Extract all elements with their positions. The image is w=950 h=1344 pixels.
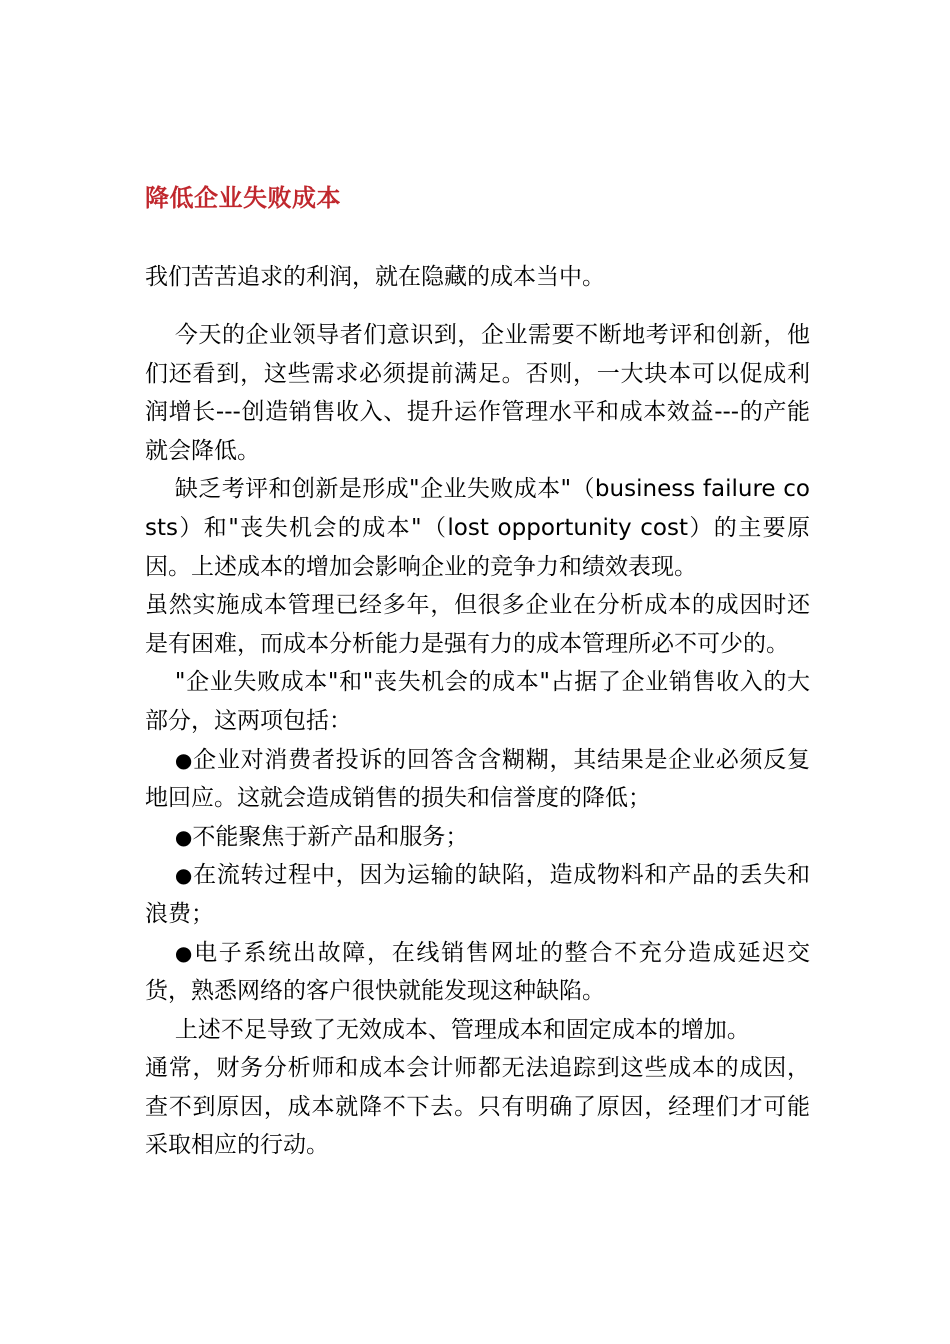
- bullet-item-electronic: [145, 934, 810, 1011]
- paragraph-failure-costs: 缺乏考评和创新是形成"企业失败成本"（business failure costs）和"丧失机会的成本"（lost opportunity cost）的主要原因。上述成本的增加会影响企业的竞争力和绩效表现。: [145, 476, 810, 580]
- document-body: [145, 316, 810, 1165]
- bullet-text: 在流转过程中，因为运输的缺陷，造成物料和产品的丢失和浪费；: [145, 862, 811, 927]
- bullet-text: 企业对消费者投诉的回答含含糊糊，其结果是企业必须反复地回应。这就会造成销售的损失和信誉度的降低；: [145, 746, 811, 812]
- document-title: 降低企业失败成本: [145, 184, 341, 212]
- paragraph-innovation: 今天的企业领导者们意识到，企业需要不断地考评和创新，他们还看到，这些需求必须提前满足。否则，一大块本可以促成利润增长---创造销售收入、提升运作管理水平和成本效益---的产能就会降低。: [145, 322, 810, 464]
- bullet-item-complaints: [145, 741, 810, 818]
- bullet-icon: ●: [174, 863, 194, 888]
- bullet-item-focus: [145, 818, 810, 857]
- lead-sentence: 我们苦苦追求的利润，就在隐藏的成本当中。: [145, 264, 605, 290]
- bullet-text: 电子系统出故障，在线销售网址的整合不充分造成延迟交货，熟悉网络的客户很快就能发现这种缺陷。: [145, 939, 811, 1005]
- paragraph-consequences: 上述不足导致了无效成本、管理成本和固定成本的增加。: [174, 1016, 750, 1043]
- paragraph-conclusion: 通常，财务分析师和成本会计师都无法追踪到这些成本的成因，查不到原因，成本就降不下去。只有明确了原因，经理们才可能采取相应的行动。: [145, 1055, 810, 1159]
- paragraph-cost-analysis: 虽然实施成本管理已经多年，但很多企业在分析成本的成因时还是有困难，而成本分析能力是强有力的成本管理所必不可少的。: [145, 592, 810, 657]
- paragraph-cost-items: "企业失败成本"和"丧失机会的成本"占据了企业销售收入的大部分，这两项包括：: [145, 669, 810, 734]
- bullet-icon: ●: [174, 824, 193, 849]
- bullet-icon: ●: [174, 747, 194, 772]
- bullet-icon: ●: [174, 940, 195, 965]
- bullet-item-transport: [145, 856, 810, 933]
- bullet-text: 不能聚焦于新产品和服务；: [192, 823, 469, 850]
